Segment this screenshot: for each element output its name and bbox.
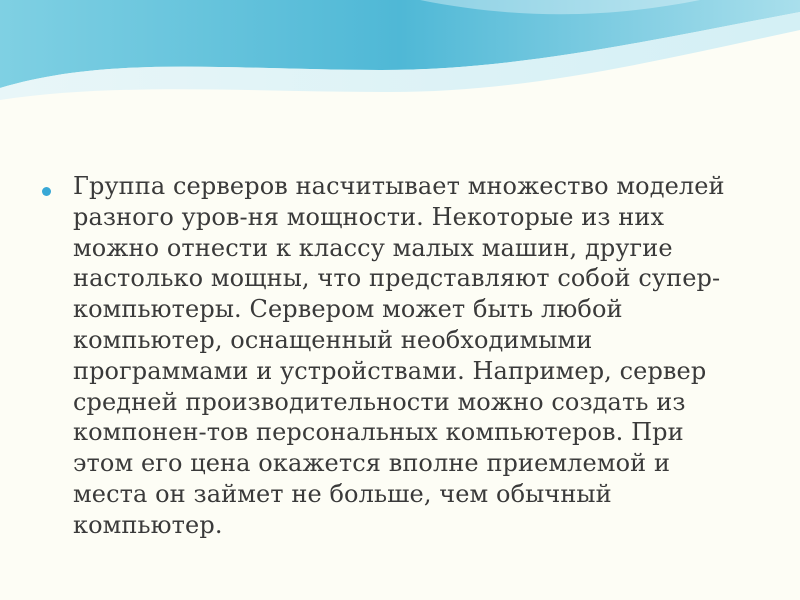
- text-line: Группа серверов насчитывает множество моделей: [73, 172, 725, 200]
- text-line: компьютер, оснащенный необходимыми: [73, 325, 593, 354]
- list-item: [42, 171, 762, 541]
- bullet-list: [42, 171, 762, 541]
- text-line: разного уров-ня мощности. Некоторые из них: [73, 202, 665, 231]
- text-line: места он займет не больше, чем обычный: [73, 479, 612, 508]
- text-line: настолько мощны, что представляют собой супер-: [73, 264, 721, 293]
- text-line: программами и устройствами. Например, сервер: [73, 356, 707, 385]
- text-line: компьютер.: [73, 510, 223, 539]
- text-line: компьютеры. Сервером может быть любой: [73, 295, 623, 324]
- text-line: этом его цена окажется вполне приемлемой и: [73, 449, 671, 478]
- text-line: можно отнести к классу малых машин, другие: [73, 233, 673, 262]
- bullet-text: [73, 171, 725, 541]
- bullet-dot-icon: [42, 187, 51, 196]
- text-line: средней производительности можно создать из: [73, 387, 686, 416]
- header-wave-decoration: [0, 0, 800, 110]
- text-line: компонен-тов персональных компьютеров. При: [73, 418, 684, 447]
